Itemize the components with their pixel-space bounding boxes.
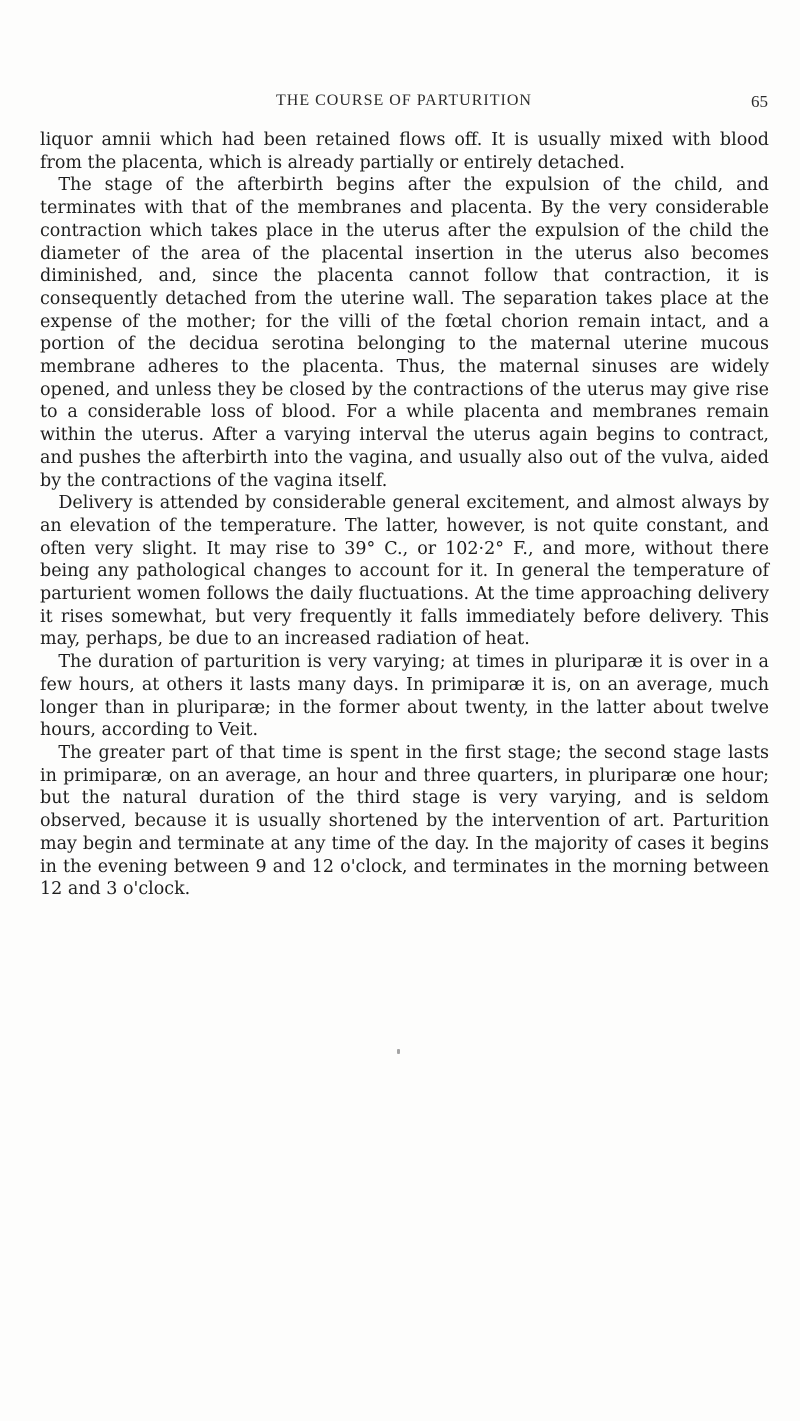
paragraph-stages-timing: The greater part of that time is spent in the first stage; the second stage lasts in primiparæ, on an average, an hour and three quarters, in pluriparæ one hour; but the natural duration of the third stage is very varying, and is seldom observed, because it is usually shortened by the intervention of art. Parturition may begin and terminate at any time of the day. In the majority of cases it begins in the evening between 9 and 12 o'clock, and terminates in the morning between 12 and 3 o'clock. — [40, 742, 769, 900]
running-head — [40, 92, 768, 116]
paragraph-afterbirth-stage: The stage of the afterbirth begins after the expulsion of the child, and terminates with that of the membranes and placenta. By the very considerable contraction which takes place in the uterus after the expulsion of the child the diameter of the area of the placental insertion in the uterus also becomes diminished, and, since the placenta cannot follow that contraction, it is consequently detached from the uterine wall. The separation takes place at the expense of the mother; for the villi of the fœtal chorion remain intact, and a portion of the decidua serotina belonging to the maternal uterine mucous membrane adheres to the placenta. Thus, the maternal sinuses are widely opened, and unless they be closed by the contractions of the uterus may give rise to a considerable loss of blood. For a while placenta and membranes remain within the uterus. After a varying interval the uterus again begins to contract, and pushes the afterbirth into the vagina, and usually also out of the vulva, aided by the contractions of the vagina itself. — [40, 175, 769, 491]
body-text — [40, 129, 769, 901]
paragraph-temperature: Delivery is attended by considerable general excitement, and almost always by an elevation of the temperature. The latter, however, is not quite constant, and often very slight. It may rise to 39° C., or 102·2° F., and more, without there being any pathological changes to account for it. In general the temperature of parturient women follows the daily fluctuations. At the time approaching delivery it rises somewhat, but very frequently it falls immediately before delivery. This may, perhaps, be due to an increased radiation of heat. — [40, 493, 769, 650]
paragraph-continued: liquor amnii which had been retained flows off. It is usually mixed with blood from the placenta, which is already partially or entirely detached. — [40, 130, 769, 173]
ink-speck — [397, 1049, 400, 1054]
running-head-title: THE COURSE OF PARTURITION — [276, 92, 532, 109]
paragraph-duration: The duration of parturition is very varying; at times in pluriparæ it is over in a few hours, at others it lasts many days. In primiparæ it is, on an average, much longer than in pluriparæ; in the former about twenty, in the latter about twelve hours, according to Veit. — [40, 652, 769, 741]
page-number: 65 — [751, 92, 768, 111]
